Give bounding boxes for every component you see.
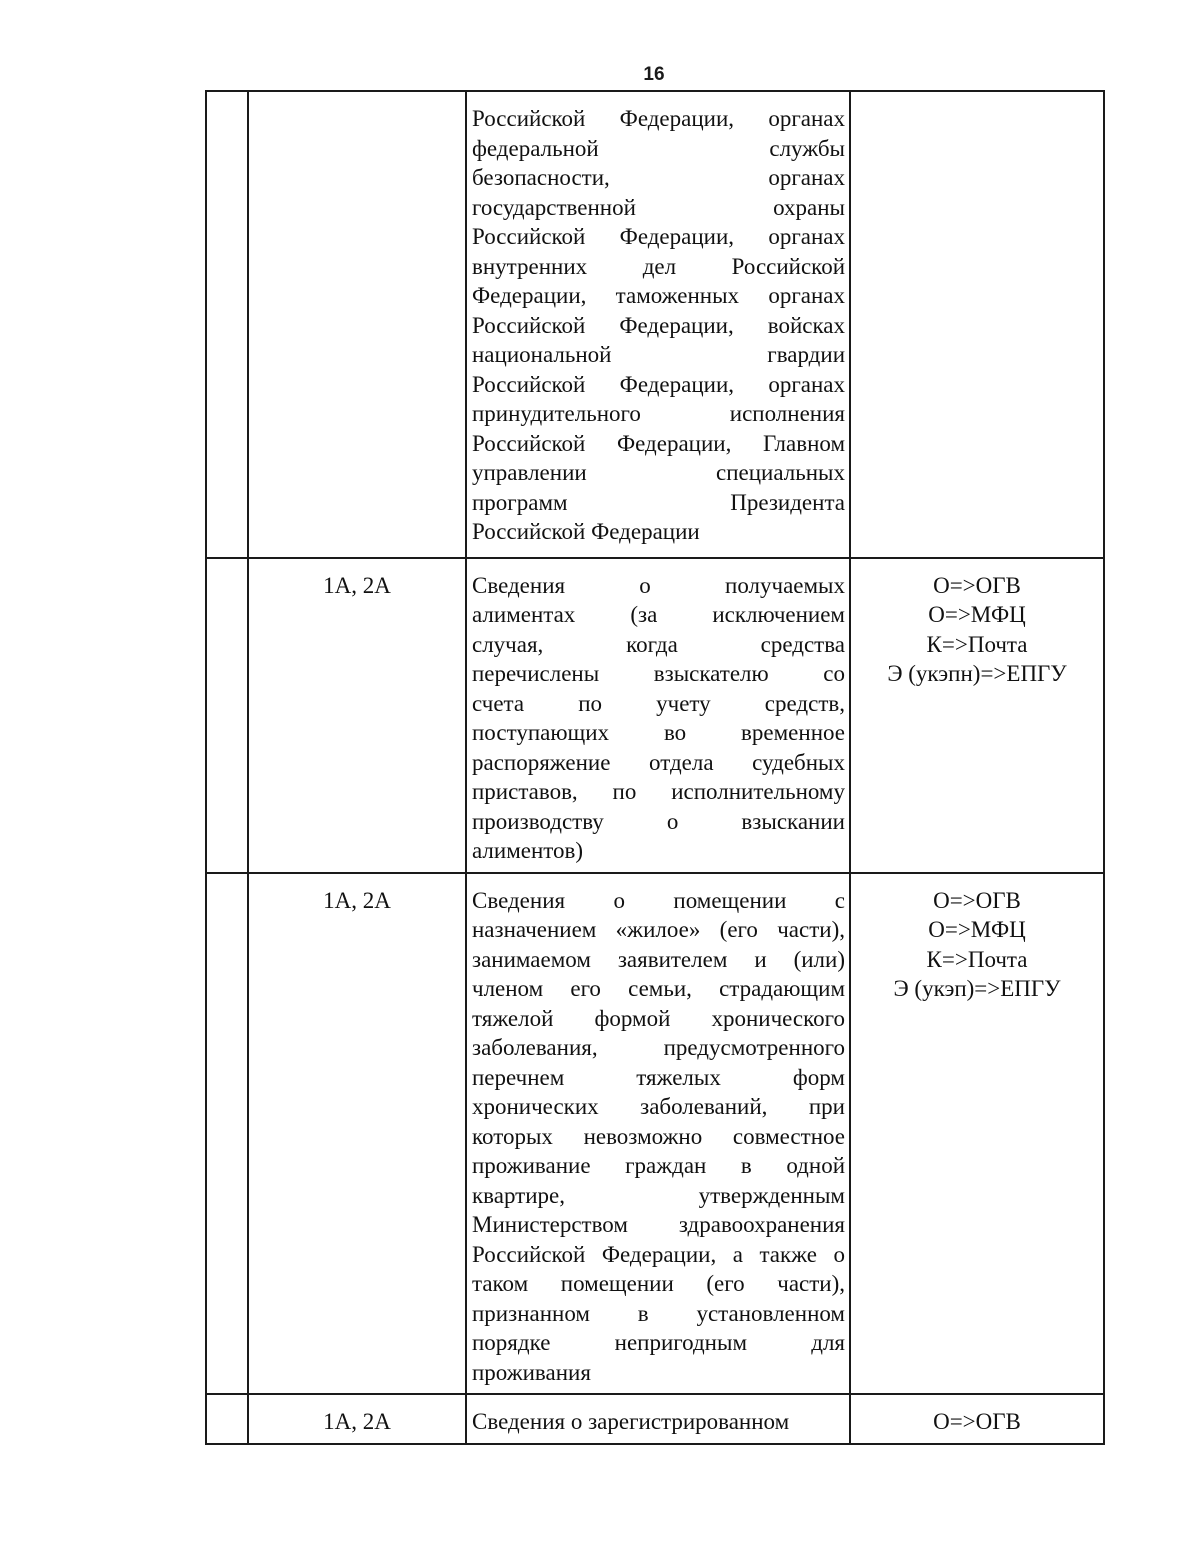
document-description — [467, 1395, 849, 1443]
services-table — [205, 90, 1105, 1445]
page-number: 16 — [643, 64, 665, 85]
applicant-codes: 1А, 2А — [323, 887, 391, 913]
document-description — [467, 559, 849, 872]
description-line: Российской Федерации — [472, 519, 700, 544]
table-row — [206, 91, 1104, 558]
cell-description — [466, 558, 850, 873]
cell-channels — [850, 91, 1104, 558]
channel-item: Э (укэпн)=>ЕПГУ — [887, 661, 1067, 686]
channel-item: Э (укэп)=>ЕПГУ — [893, 976, 1061, 1001]
cell-codes — [248, 558, 466, 873]
description-line: программ Президента — [472, 489, 845, 515]
cell-number — [206, 1394, 248, 1444]
description-line: Федерации, таможенных органах — [472, 283, 845, 308]
cell-number — [206, 873, 248, 1395]
description-line: распоряжение отдела судебных — [472, 749, 845, 775]
description-line: внутренних дел Российской — [472, 253, 845, 279]
cell-codes — [248, 91, 466, 558]
description-line: тяжелой формой хронического — [472, 1005, 845, 1031]
description-line: порядке непригодным для — [472, 1330, 845, 1355]
description-line: Сведения о получаемых — [472, 572, 845, 598]
description-line: заболевания, предусмотренного — [472, 1035, 845, 1060]
description-line: Министерством здравоохранения — [472, 1212, 845, 1237]
description-line: приставов, по исполнительному — [472, 779, 845, 804]
channel-item: О=>ОГВ — [933, 1409, 1021, 1434]
description-line: занимаемом заявителем и (или) — [472, 946, 845, 972]
description-line: таком помещении (его части), — [472, 1271, 845, 1296]
description-line: принудительного исполнения — [472, 401, 845, 426]
channel-item: К=>Почта — [926, 631, 1028, 657]
cell-codes — [248, 873, 466, 1395]
description-line: счета по учету средств, — [472, 690, 845, 716]
description-line: членом его семьи, страдающим — [472, 976, 845, 1001]
description-line: Российской Федерации, а также о — [472, 1241, 845, 1267]
applicant-codes — [249, 92, 465, 104]
channel-item: О=>МФЦ — [928, 917, 1026, 942]
submission-channels — [851, 874, 1103, 1004]
cell-channels — [850, 558, 1104, 873]
description-line: хронических заболеваний, при — [472, 1094, 845, 1119]
cell-channels — [850, 873, 1104, 1395]
description-line: Сведения о зарегистрированном — [472, 1409, 790, 1434]
description-line: проживания — [472, 1359, 591, 1385]
applicant-codes: 1А, 2А — [323, 572, 391, 598]
cell-description — [466, 91, 850, 558]
applicant-codes: 1А, 2А — [323, 1409, 391, 1434]
description-line: признанном в установленном — [472, 1300, 845, 1326]
description-line: Российской Федерации, органах — [472, 106, 845, 131]
description-line: Российской Федерации, Главном — [472, 430, 845, 456]
description-line: Сведения о помещении с — [472, 887, 845, 913]
submission-channels — [851, 92, 1103, 104]
channel-item: О=>ОГВ — [933, 572, 1021, 598]
description-line: Российской Федерации, органах — [472, 371, 845, 397]
cell-description — [466, 1394, 850, 1444]
document-description — [467, 874, 849, 1394]
cell-codes — [248, 1394, 466, 1444]
submission-channels — [851, 1395, 1103, 1437]
channel-item: О=>МФЦ — [928, 602, 1026, 627]
description-line: национальной гвардии — [472, 342, 845, 367]
description-line: назначением «жилое» (его части), — [472, 917, 845, 942]
description-line: безопасности, органах — [472, 165, 845, 190]
description-line: Российской Федерации, органах — [472, 224, 845, 249]
description-line: производству о взыскании — [472, 808, 845, 834]
cell-channels — [850, 1394, 1104, 1444]
document-description — [467, 92, 849, 557]
channel-item: К=>Почта — [926, 946, 1028, 972]
description-line: алиментов) — [472, 838, 584, 863]
description-line: федеральной службы — [472, 135, 845, 161]
description-line: проживание граждан в одной — [472, 1153, 845, 1178]
description-line: случая, когда средства — [472, 631, 845, 657]
description-line: Российской Федерации, войсках — [472, 312, 845, 338]
table-row — [206, 1394, 1104, 1444]
description-line: которых невозможно совместное — [472, 1123, 845, 1149]
table-row — [206, 558, 1104, 873]
submission-channels — [851, 559, 1103, 689]
description-line: поступающих во временное — [472, 720, 845, 745]
description-line: перечислены взыскателю со — [472, 661, 845, 686]
description-line: алиментах (за исключением — [472, 602, 845, 627]
description-line: квартире, утвержденным — [472, 1182, 845, 1208]
table-row — [206, 873, 1104, 1395]
cell-number — [206, 91, 248, 558]
description-line: управлении специальных — [472, 460, 845, 485]
description-line: государственной охраны — [472, 194, 845, 220]
cell-description — [466, 873, 850, 1395]
description-line: перечнем тяжелых форм — [472, 1064, 845, 1090]
channel-item: О=>ОГВ — [933, 887, 1021, 913]
cell-number — [206, 558, 248, 873]
